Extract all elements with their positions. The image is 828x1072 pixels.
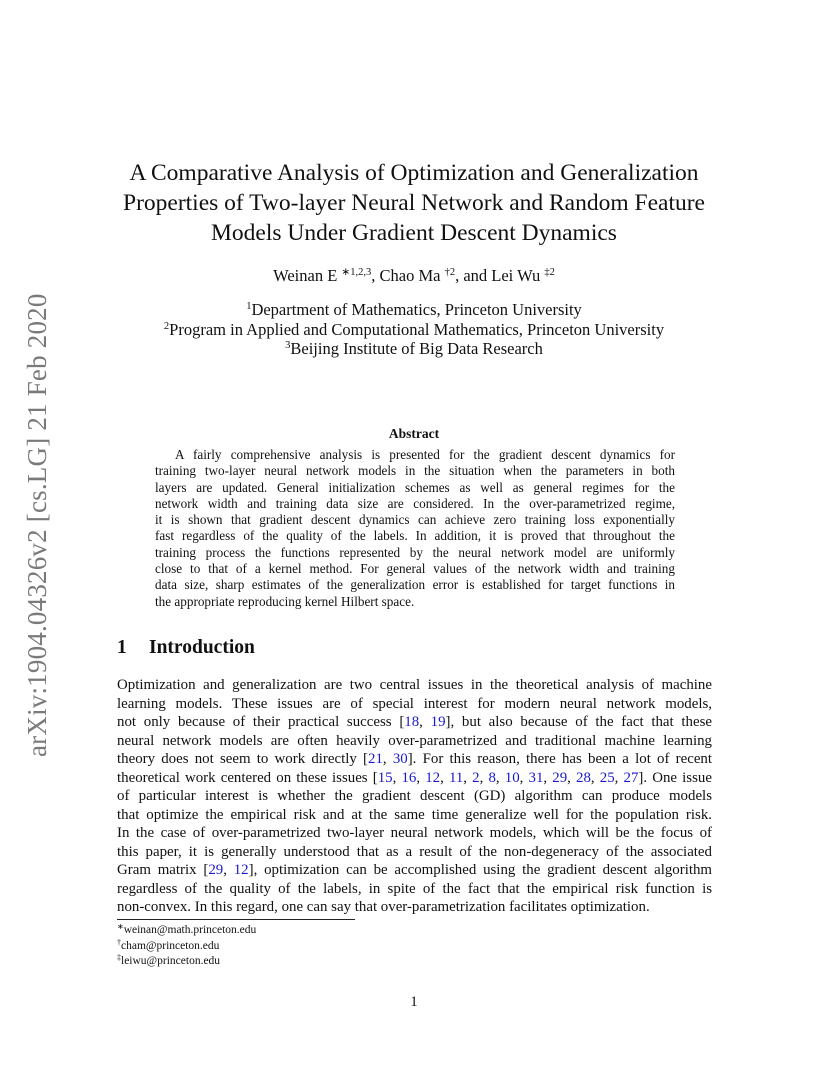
body-line bbox=[117, 713, 712, 732]
body-line: learning models. These issues are of special interest for modern neural network models, bbox=[117, 695, 712, 712]
body-line: non-convex. In this regard, one can say that over-parametrization facilitates optimization. bbox=[117, 899, 650, 915]
title-line: Models Under Gradient Descent Dynamics bbox=[211, 220, 617, 246]
author-separator: , bbox=[371, 266, 380, 285]
citation-link[interactable]: 12 bbox=[425, 769, 441, 786]
body-text-fragment: ]. For this reason, there has been a lot of recent bbox=[407, 751, 713, 767]
title-line: A Comparative Analysis of Optimization and Generalization bbox=[129, 160, 699, 186]
body-line: Optimization and generalization are two central issues in the theoretical analysis of machine bbox=[117, 677, 712, 693]
citation-link[interactable]: 29 bbox=[208, 862, 224, 878]
abstract-body bbox=[155, 447, 675, 610]
citation-separator: , bbox=[392, 769, 402, 786]
citation-link[interactable]: 16 bbox=[401, 769, 417, 786]
arxiv-identifier-stamp: arXiv:1904.04326v2 [cs.LG] 21 Feb 2020 bbox=[22, 293, 52, 757]
citation-link[interactable]: 19 bbox=[430, 714, 446, 730]
body-line: of particular interest is whether the gradient descent (GD) algorithm can produce models bbox=[117, 788, 712, 804]
body-text-fragment: Gram matrix [ bbox=[117, 862, 209, 878]
affiliation-mark: 2 bbox=[163, 320, 170, 332]
citation-separator: , bbox=[567, 769, 577, 786]
body-text-fragment: theoretical work centered on these issues [ bbox=[117, 769, 378, 786]
citation-separator: , bbox=[479, 769, 489, 786]
section-heading bbox=[117, 637, 255, 659]
citation-group bbox=[378, 770, 639, 786]
author-affiliation-marks: †2 bbox=[444, 267, 456, 278]
author-name: Chao Ma bbox=[379, 266, 445, 285]
footnote-divider bbox=[117, 919, 355, 920]
abstract-line: A fairly comprehensive analysis is presented for the gradient descent dynamics for bbox=[175, 447, 675, 462]
footnote-email: leiwu@princeton.edu bbox=[121, 955, 221, 967]
abstract-line: network width and training data size are considered. In the over-parametrized regime, bbox=[155, 495, 675, 511]
footnote-mark: † bbox=[117, 937, 121, 947]
citation-separator: , bbox=[223, 862, 234, 878]
citation-separator: , bbox=[614, 769, 624, 786]
author-list bbox=[100, 265, 728, 287]
citation-link[interactable]: 12 bbox=[233, 862, 249, 878]
body-text-fragment: ], but also because of the fact that these bbox=[445, 714, 712, 730]
affiliation-text: Program in Applied and Computational Mathematics, Princeton University bbox=[169, 319, 665, 339]
affiliation-text: Department of Mathematics, Princeton University bbox=[251, 300, 582, 319]
affiliation-mark: 3 bbox=[285, 340, 291, 351]
footnote-email: cham@princeton.edu bbox=[121, 939, 220, 952]
affiliation-text: Beijing Institute of Big Data Research bbox=[290, 339, 543, 358]
author-name: Weinan E bbox=[273, 266, 342, 285]
introduction-paragraph bbox=[117, 676, 712, 917]
footnote bbox=[117, 923, 256, 939]
citation-link[interactable]: 25 bbox=[599, 769, 615, 786]
body-line bbox=[117, 861, 712, 880]
body-line bbox=[117, 750, 712, 769]
citation-link[interactable]: 27 bbox=[623, 769, 639, 786]
abstract-line: it is shown that gradient descent dynamics can achieve zero training loss exponentially bbox=[155, 512, 675, 528]
citation-separator: , bbox=[382, 751, 393, 767]
citation-link[interactable]: 29 bbox=[552, 769, 568, 786]
affiliation bbox=[100, 339, 728, 359]
abstract-line: training process the functions represented by the neural network model are uniformly bbox=[155, 544, 675, 560]
citation-separator: , bbox=[463, 769, 473, 786]
citation-link[interactable]: 11 bbox=[448, 769, 464, 786]
citation-separator: , bbox=[419, 714, 431, 730]
citation-link[interactable]: 18 bbox=[404, 714, 420, 730]
abstract-line: layers are updated. General initialization schemes as well as general regimes for the bbox=[155, 479, 675, 495]
citation-link[interactable]: 31 bbox=[528, 769, 544, 786]
footnote-email: weinan@math.princeton.edu bbox=[123, 924, 257, 936]
abstract-line: the appropriate reproducing kernel Hilbert space. bbox=[155, 593, 415, 609]
author-affiliation-marks: ∗1,2,3 bbox=[341, 267, 372, 278]
abstract-line: data size, sharp estimates of the generalization error is established for target functions in bbox=[155, 577, 675, 593]
body-line: that optimize the empirical risk and at the same time generalize well for the population risk. bbox=[117, 806, 712, 823]
abstract-line: fast regardless of the quality of the labels. In addition, it is proved that throughout the bbox=[155, 528, 675, 544]
citation-separator: , bbox=[495, 769, 505, 786]
footnotes bbox=[117, 923, 256, 970]
abstract-line: close to that of a kernel method. For general values of the network width and training bbox=[155, 561, 675, 577]
body-line: neural network models are often heavily over-parametrized and traditional machine learning bbox=[117, 732, 712, 749]
body-text-fragment: ], optimization can be accomplished using the gradient descent algorithm bbox=[248, 862, 712, 878]
citation-separator: , bbox=[416, 769, 426, 786]
section-number: 1 bbox=[117, 637, 127, 658]
affiliation bbox=[100, 320, 728, 340]
body-text-fragment: ]. One issue bbox=[638, 769, 712, 786]
author-affiliation-marks: ‡2 bbox=[544, 267, 555, 278]
body-line: regardless of the quality of the labels, in spite of the fact that the empirical risk function is bbox=[117, 880, 712, 897]
citation-link[interactable]: 8 bbox=[488, 769, 496, 786]
footnote bbox=[117, 939, 256, 955]
affiliation-mark: 1 bbox=[246, 301, 252, 312]
author-separator: , and bbox=[455, 266, 492, 285]
page-number: 1 bbox=[410, 994, 418, 1010]
title-line: Properties of Two-layer Neural Network and Random Feature bbox=[123, 190, 705, 216]
body-text-fragment: not only because of their practical success [ bbox=[117, 714, 405, 730]
citation-link[interactable]: 28 bbox=[576, 769, 591, 786]
footnote-mark: ∗ bbox=[117, 922, 124, 931]
body-text-fragment: theory does not seem to work directly [ bbox=[117, 751, 368, 767]
citation-separator: , bbox=[519, 769, 529, 786]
citation-link[interactable]: 30 bbox=[392, 751, 408, 767]
affiliation bbox=[100, 300, 728, 320]
citation-separator: , bbox=[590, 769, 600, 786]
body-line: this paper, it is generally understood that as a result of the non-degeneracy of the associated bbox=[117, 843, 712, 860]
abstract-line: training two-layer neural network models in the situation when the parameters in both bbox=[155, 463, 675, 479]
citation-link[interactable]: 15 bbox=[377, 769, 393, 786]
footnote bbox=[117, 954, 256, 970]
author-name: Lei Wu bbox=[491, 266, 545, 285]
section-title: Introduction bbox=[149, 637, 255, 658]
citation-separator: , bbox=[543, 769, 553, 786]
citation-link[interactable]: 2 bbox=[472, 769, 480, 786]
affiliation-list bbox=[100, 300, 728, 359]
citation-separator: , bbox=[440, 769, 449, 786]
paper-title bbox=[100, 158, 728, 248]
footnote-mark: ‡ bbox=[117, 953, 121, 962]
body-line: In the case of over-parametrized two-layer neural network models, which will be the focus of bbox=[117, 825, 712, 841]
citation-link[interactable]: 21 bbox=[368, 751, 383, 767]
citation-link[interactable]: 10 bbox=[504, 769, 520, 786]
body-line bbox=[117, 769, 712, 788]
abstract-heading: Abstract bbox=[388, 426, 440, 441]
